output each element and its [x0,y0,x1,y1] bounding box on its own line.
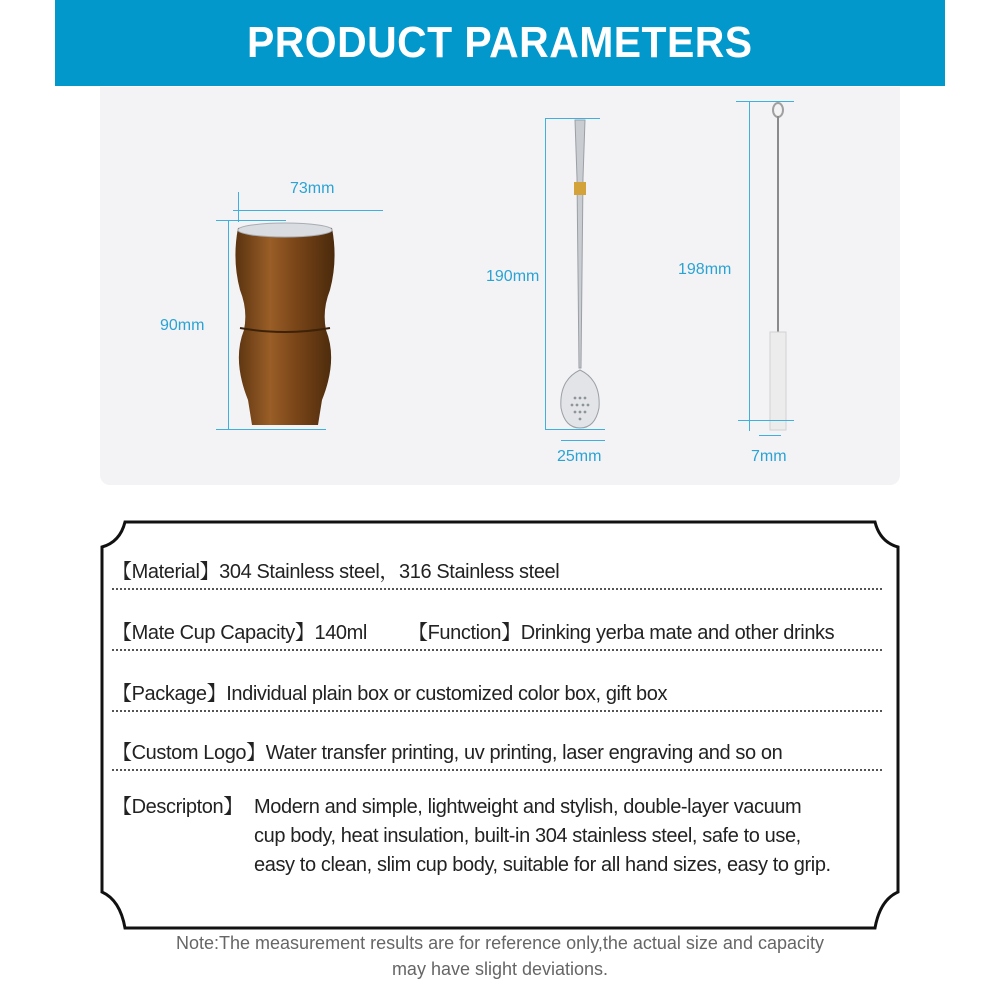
dim-tick [216,220,286,221]
dim-line-cup-height [228,220,229,430]
param-key: 【Descripton】 [112,796,243,818]
param-value: 304 Stainless steel，316 Stainless steel [219,561,560,583]
param-package [112,677,882,710]
param-key: 【Function】 [408,622,521,644]
param-capacity [112,616,882,649]
param-key: 【Material】 [112,561,220,583]
disclaimer-note [100,930,900,982]
dim-line-brush-length [749,101,750,431]
param-value: Individual plain box or customized color box, gift box [226,683,668,705]
dim-line-cup-width [233,210,383,211]
param-value: 140ml [314,622,367,644]
bombilla-straw-image [555,118,605,430]
straw-length-label: 190mm [486,268,540,285]
param-key: 【Mate Cup Capacity】 [112,622,315,644]
dim-tick [738,420,794,421]
dim-tick [216,429,326,430]
header-banner [55,0,945,86]
param-value: Drinking yerba mate and other drinks [520,622,835,644]
brush-length-label: 198mm [678,261,732,278]
param-value: Water transfer printing, uv printing, laser engraving and so on [265,742,783,764]
brush-width-label: 7mm [751,448,787,465]
dim-line-brush-width [759,435,781,436]
param-key: 【Package】 [112,683,227,705]
cup-height-label: 90mm [160,317,205,334]
mate-cup-image [230,220,340,430]
dotted-divider [112,769,882,771]
param-custom-logo [112,736,882,769]
description-line: easy to clean, slim cup body, suitable for all hand sizes, easy to grip. [254,854,831,876]
note-line: may have slight deviations. [391,959,609,979]
straw-width-label: 25mm [557,448,602,465]
note-line: Note:The measurement results are for reference only,the actual size and capacity [176,933,824,953]
param-value [254,793,882,880]
param-function [408,616,834,645]
dim-line-straw-width [561,440,605,441]
cup-width-label: 73mm [290,180,335,197]
dotted-divider [112,649,882,651]
description-line: cup body, heat insulation, built-in 304 stainless steel, safe to use, [254,825,801,847]
dim-tick [545,429,605,430]
parameters-list [112,555,882,880]
dim-tick [736,101,794,102]
cleaning-brush-image [760,100,800,432]
description-line: Modern and simple, lightweight and stylish, double-layer vacuum [254,796,802,818]
dotted-divider [112,588,882,590]
param-material [112,555,882,588]
page-title: PRODUCT PARAMETERS [247,18,753,67]
dim-line-straw-length [545,118,546,430]
param-description [112,793,882,880]
dim-tick [545,118,600,119]
dotted-divider [112,710,882,712]
param-key: 【Custom Logo】 [112,742,266,764]
dim-tick [238,192,239,222]
